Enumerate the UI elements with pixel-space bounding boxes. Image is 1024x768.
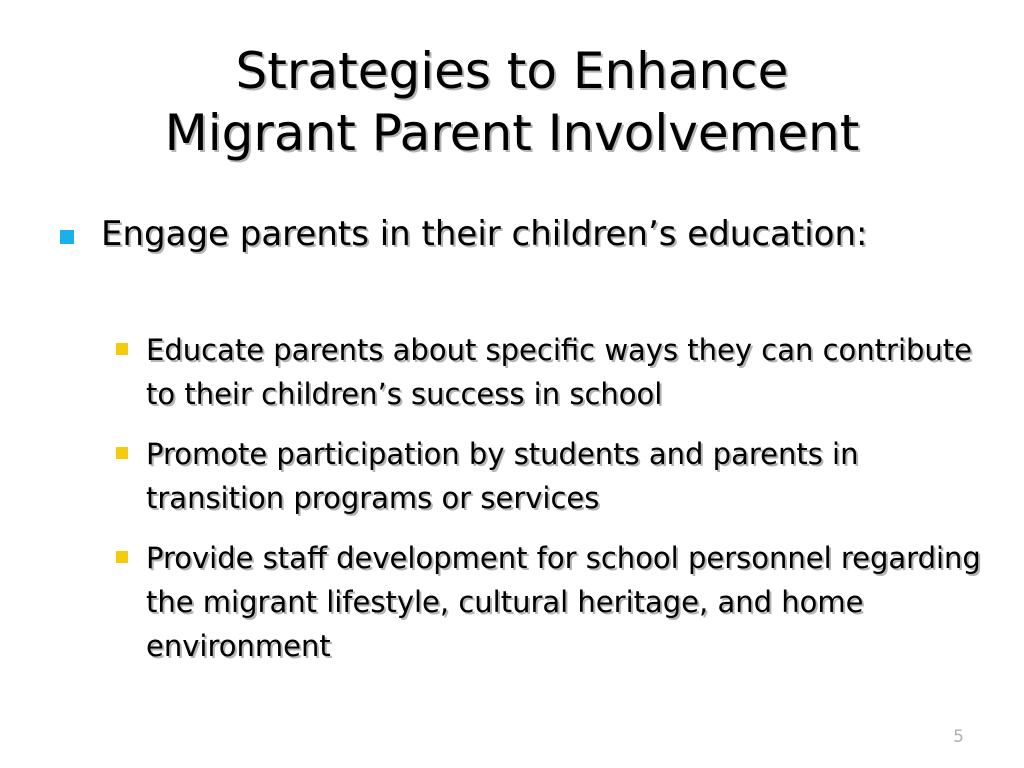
sub-bullet-item [116, 432, 986, 520]
sub-bullet-text: Provide staff development for school personnel regarding the migrant lifestyle, cultural heritage, and home environment [146, 541, 981, 663]
slide-title-line-1: Strategies to Enhance [235, 42, 789, 100]
square-bullet-icon [116, 551, 128, 563]
slide-number: 5 [953, 727, 964, 747]
slide-title [0, 40, 1024, 164]
slide-title-line-2: Migrant Parent Involvement [164, 104, 860, 162]
bullet-item [60, 212, 960, 257]
sub-bullet-item [116, 328, 986, 416]
square-bullet-icon [116, 343, 128, 355]
bullet-text: Engage parents in their children’s education: [101, 214, 868, 254]
square-bullet-icon [60, 230, 74, 244]
sub-bullet-item [116, 536, 986, 668]
sub-bullet-text: Promote participation by students and parents in transition programs or services [146, 437, 859, 515]
sub-bullet-text: Educate parents about specific ways they can contribute to their children’s success in school [146, 333, 973, 411]
square-bullet-icon [116, 447, 128, 459]
